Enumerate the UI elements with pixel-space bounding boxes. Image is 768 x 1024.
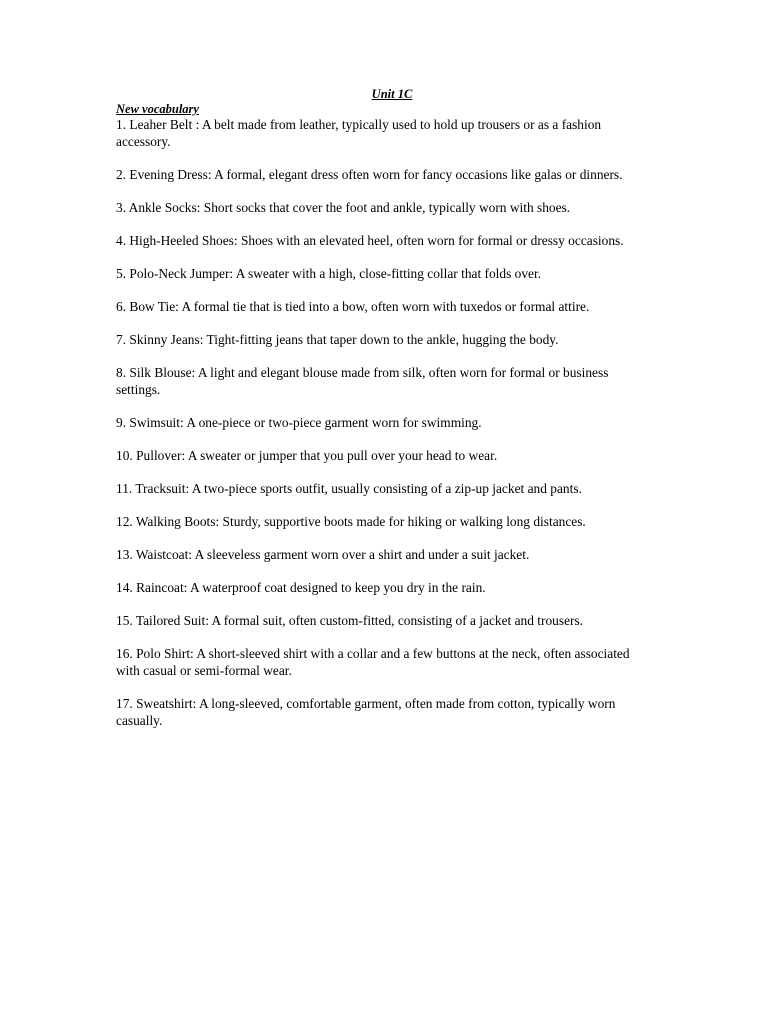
vocab-entry-15: 15. Tailored Suit: A formal suit, often custom-fitted, consisting of a jacket and trousers. [116, 613, 584, 628]
vocab-entry-8: 8. Silk Blouse: A light and elegant blouse made from silk, often worn for formal or business settings. [116, 365, 609, 397]
vocab-entry-9: 9. Swimsuit: A one-piece or two-piece garment worn for swimming. [116, 415, 482, 430]
vocab-entry-1: 1. Leaher Belt : A belt made from leather, typically used to hold up trousers or as a fashion accessory. [116, 117, 602, 149]
vocab-entry-5: 5. Polo-Neck Jumper: A sweater with a high, close-fitting collar that folds over. [116, 266, 542, 281]
vocab-entry-4: 4. High-Heeled Shoes: Shoes with an elevated heel, often worn for formal or dressy occasions. [116, 233, 624, 248]
vocab-entry-7: 7. Skinny Jeans: Tight-fitting jeans that taper down to the ankle, hugging the body. [116, 332, 559, 347]
vocab-entry-12: 12. Walking Boots: Sturdy, supportive boots made for hiking or walking long distances. [116, 514, 586, 529]
vocab-entry-13: 13. Waistcoat: A sleeveless garment worn over a shirt and under a suit jacket. [116, 547, 530, 562]
vocab-entry-16: 16. Polo Shirt: A short-sleeved shirt with a collar and a few buttons at the neck, often associated with casual or semi-formal wear. [116, 646, 630, 678]
vocab-entry-2: 2. Evening Dress: A formal, elegant dress often worn for fancy occasions like galas or dinners. [116, 167, 623, 182]
document-title: Unit 1C [371, 87, 413, 101]
document-page [116, 86, 656, 745]
vocab-entry-14: 14. Raincoat: A waterproof coat designed to keep you dry in the rain. [116, 580, 486, 595]
vocab-entry-6: 6. Bow Tie: A formal tie that is tied into a bow, often worn with tuxedos or formal attire. [116, 299, 590, 314]
vocab-entry-11: 11. Tracksuit: A two-piece sports outfit, usually consisting of a zip-up jacket and pants. [116, 481, 582, 496]
vocab-entry-17: 17. Sweatshirt: A long-sleeved, comfortable garment, often made from cotton, typically worn casually. [116, 696, 616, 728]
section-subtitle: New vocabulary [116, 102, 199, 116]
vocab-entry-10: 10. Pullover: A sweater or jumper that you pull over your head to wear. [116, 448, 498, 463]
vocab-entry-3: 3. Ankle Socks: Short socks that cover the foot and ankle, typically worn with shoes. [116, 200, 571, 215]
